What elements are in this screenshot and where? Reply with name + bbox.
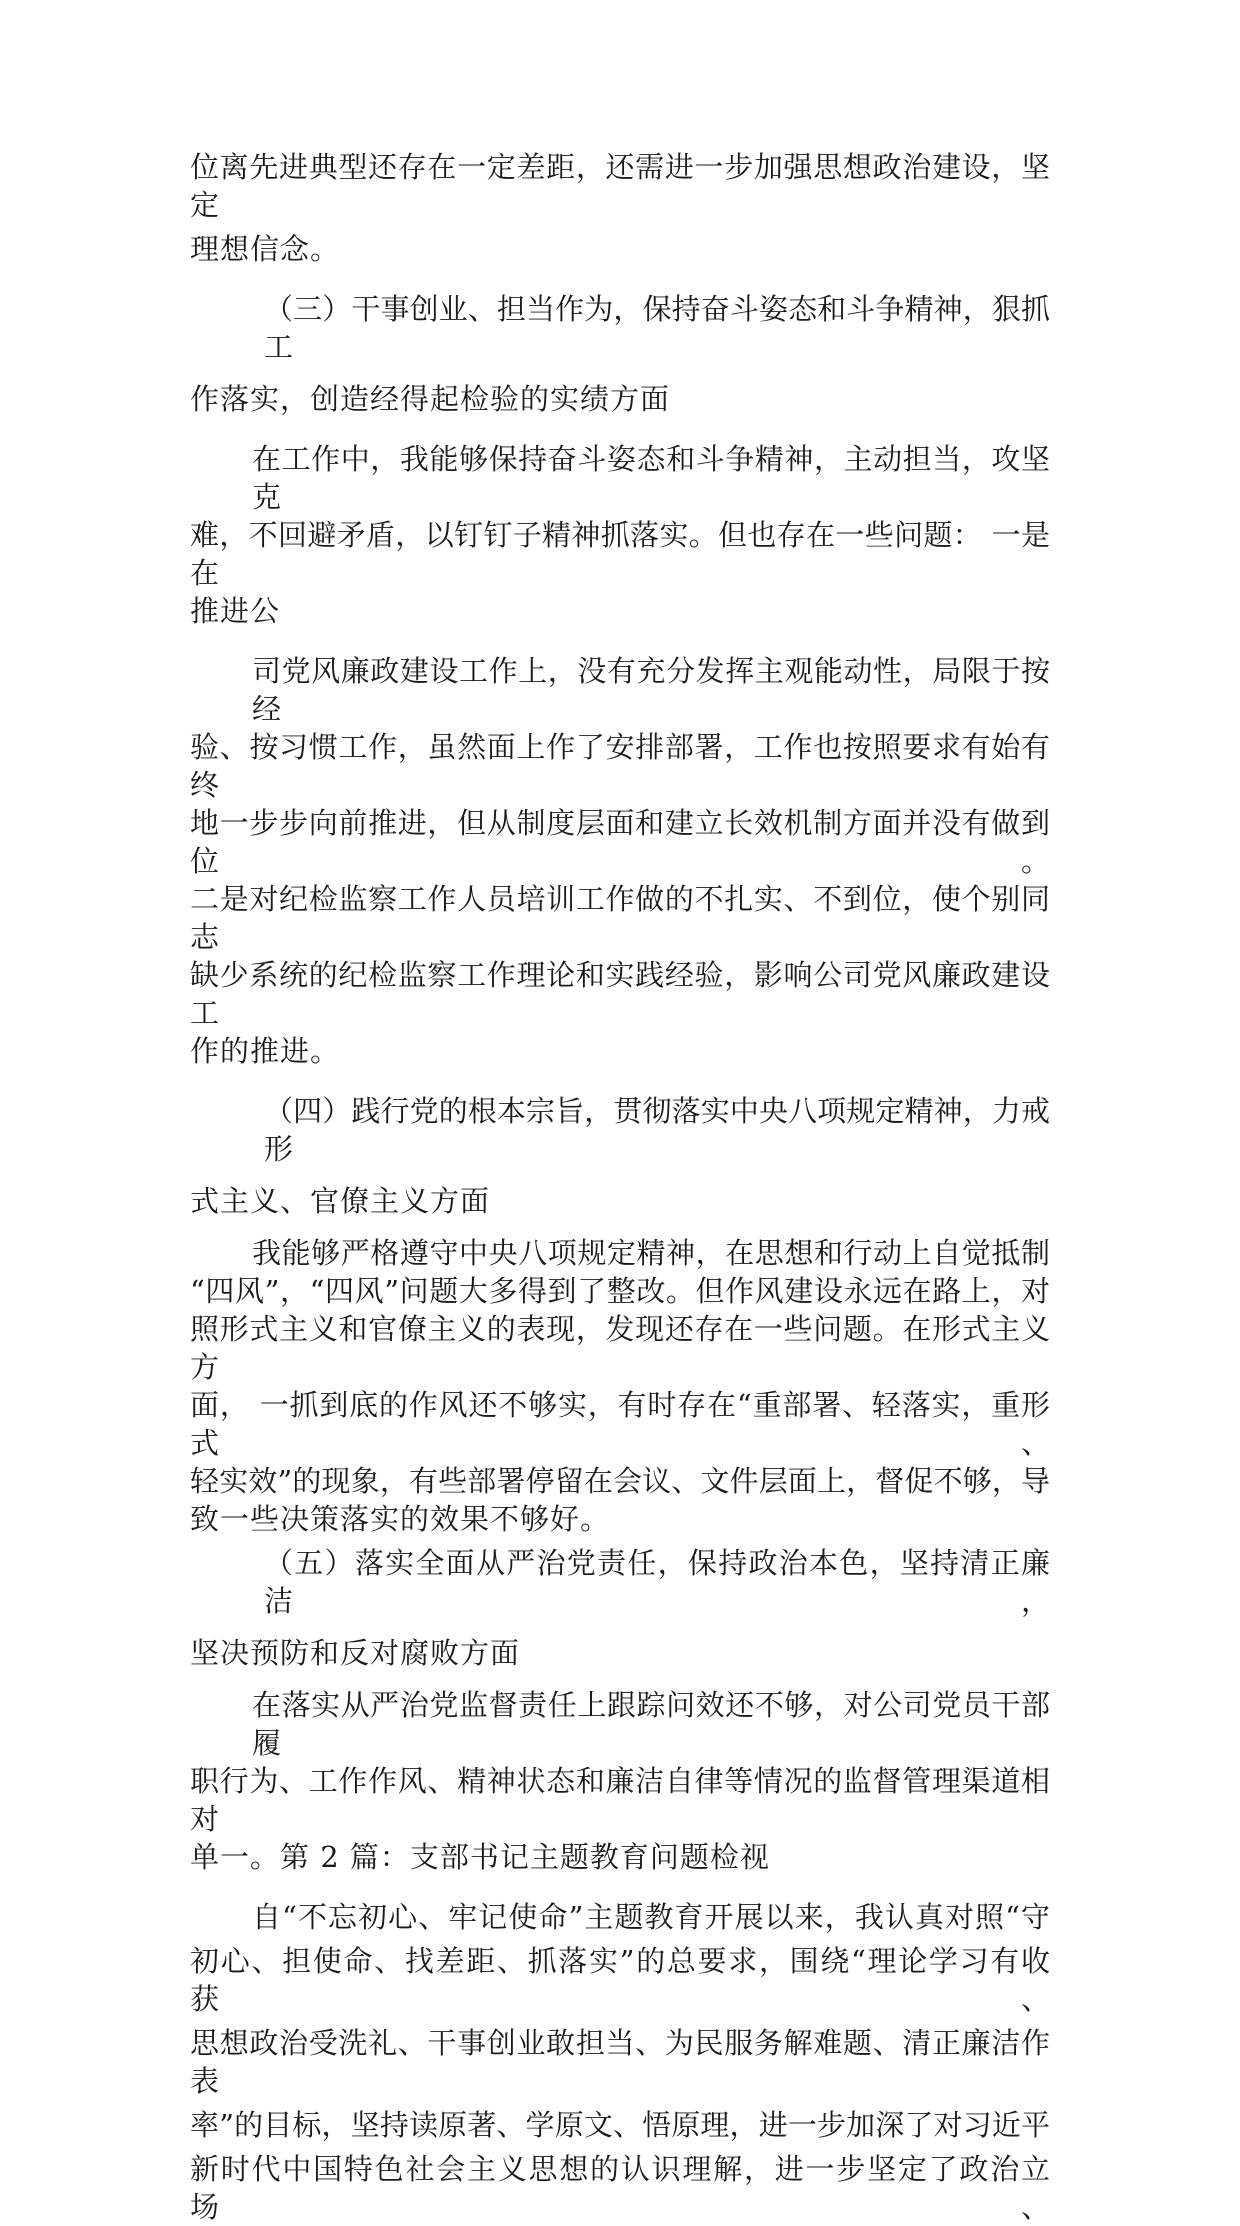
- section-heading-4-cont: 式主义、官僚主义方面: [190, 1184, 491, 1218]
- section-heading-3: （三）干事创业、担当作为，保持奋斗姿态和斗争精神，狠抓工: [264, 292, 1050, 364]
- section-heading-3-cont: 作落实，创造经得起检验的实绩方面: [190, 382, 671, 416]
- text-line: 轻实效”的现象，有些部署停留在会议、文件层面上，督促不够，导: [190, 1464, 1050, 1498]
- text-line: 在工作中，我能够保持奋斗姿态和斗争精神，主动担当，攻坚克: [252, 442, 1050, 514]
- text-line: 面， 一抓到底的作风还不够实，有时存在“重部署、轻落实，重形式、: [190, 1388, 1050, 1460]
- text-line: 照形式主义和官僚主义的表现，发现还存在一些问题。在形式主义方: [190, 1312, 1050, 1384]
- text-line: 初心、担使命、找差距、抓落实”的总要求，围绕“理论学习有收获、: [190, 1944, 1050, 2016]
- text-line: 推进公: [190, 594, 281, 628]
- section-heading-4: （四）践行党的根本宗旨，贯彻落实中央八项规定精神，力戒形: [264, 1094, 1050, 1166]
- section-heading-5-cont: 坚决预防和反对腐败方面: [190, 1636, 521, 1670]
- text-line: 致一些决策落实的效果不够好。: [190, 1502, 611, 1536]
- text-line: 位离先进典型还存在一定差距，还需进一步加强思想政治建设，坚定: [190, 150, 1050, 222]
- section-heading-5: （五）落实全面从严治党责任，保持政治本色，坚持清正廉洁，: [264, 1546, 1050, 1618]
- text-line: “四风”，“四风”问题大多得到了整改。但作风建设永远在路上，对: [190, 1274, 1050, 1308]
- text-line: 司党风廉政建设工作上，没有充分发挥主观能动性，局限于按经: [252, 654, 1050, 726]
- text-line: 单一。第 2 篇：支部书记主题教育问题检视: [190, 1840, 770, 1874]
- text-line: 率”的目标，坚持读原著、学原文、悟原理，进一步加深了对习近平: [190, 2108, 1050, 2142]
- text-line: 自“不忘初心、牢记使命”主题教育开展以来，我认真对照“守: [252, 1900, 1050, 1934]
- text-line: 验、按习惯工作，虽然面上作了安排部署，工作也按照要求有始有终: [190, 730, 1050, 802]
- text-line: 新时代中国特色社会主义思想的认识理解，进一步坚定了政治立场、: [190, 2152, 1050, 2224]
- text-line: 作的推进。: [190, 1034, 341, 1068]
- text-line: 我能够严格遵守中央八项规定精神，在思想和行动上自觉抵制: [252, 1236, 1050, 1270]
- text-line: 缺少系统的纪检监察工作理论和实践经验，影响公司党风廉政建设工: [190, 958, 1050, 1030]
- text-line: 难，不回避矛盾，以钉钉子精神抓落实。但也存在一些问题： 一是在: [190, 518, 1050, 590]
- text-line: 职行为、工作作风、精神状态和廉洁自律等情况的监督管理渠道相对: [190, 1764, 1050, 1836]
- text-line: 思想政治受洗礼、干事创业敢担当、为民服务解难题、清正廉洁作表: [190, 2026, 1050, 2098]
- text-line: 地一步步向前推进，但从制度层面和建立长效机制方面并没有做到位。: [190, 806, 1050, 878]
- document-page: [190, 148, 1050, 2226]
- text-line: 在落实从严治党监督责任上跟踪问效还不够，对公司党员干部履: [252, 1688, 1050, 1760]
- text-line: 理想信念。: [190, 232, 341, 266]
- text-line: 二是对纪检监察工作人员培训工作做的不扎实、不到位，使个别同志: [190, 882, 1050, 954]
